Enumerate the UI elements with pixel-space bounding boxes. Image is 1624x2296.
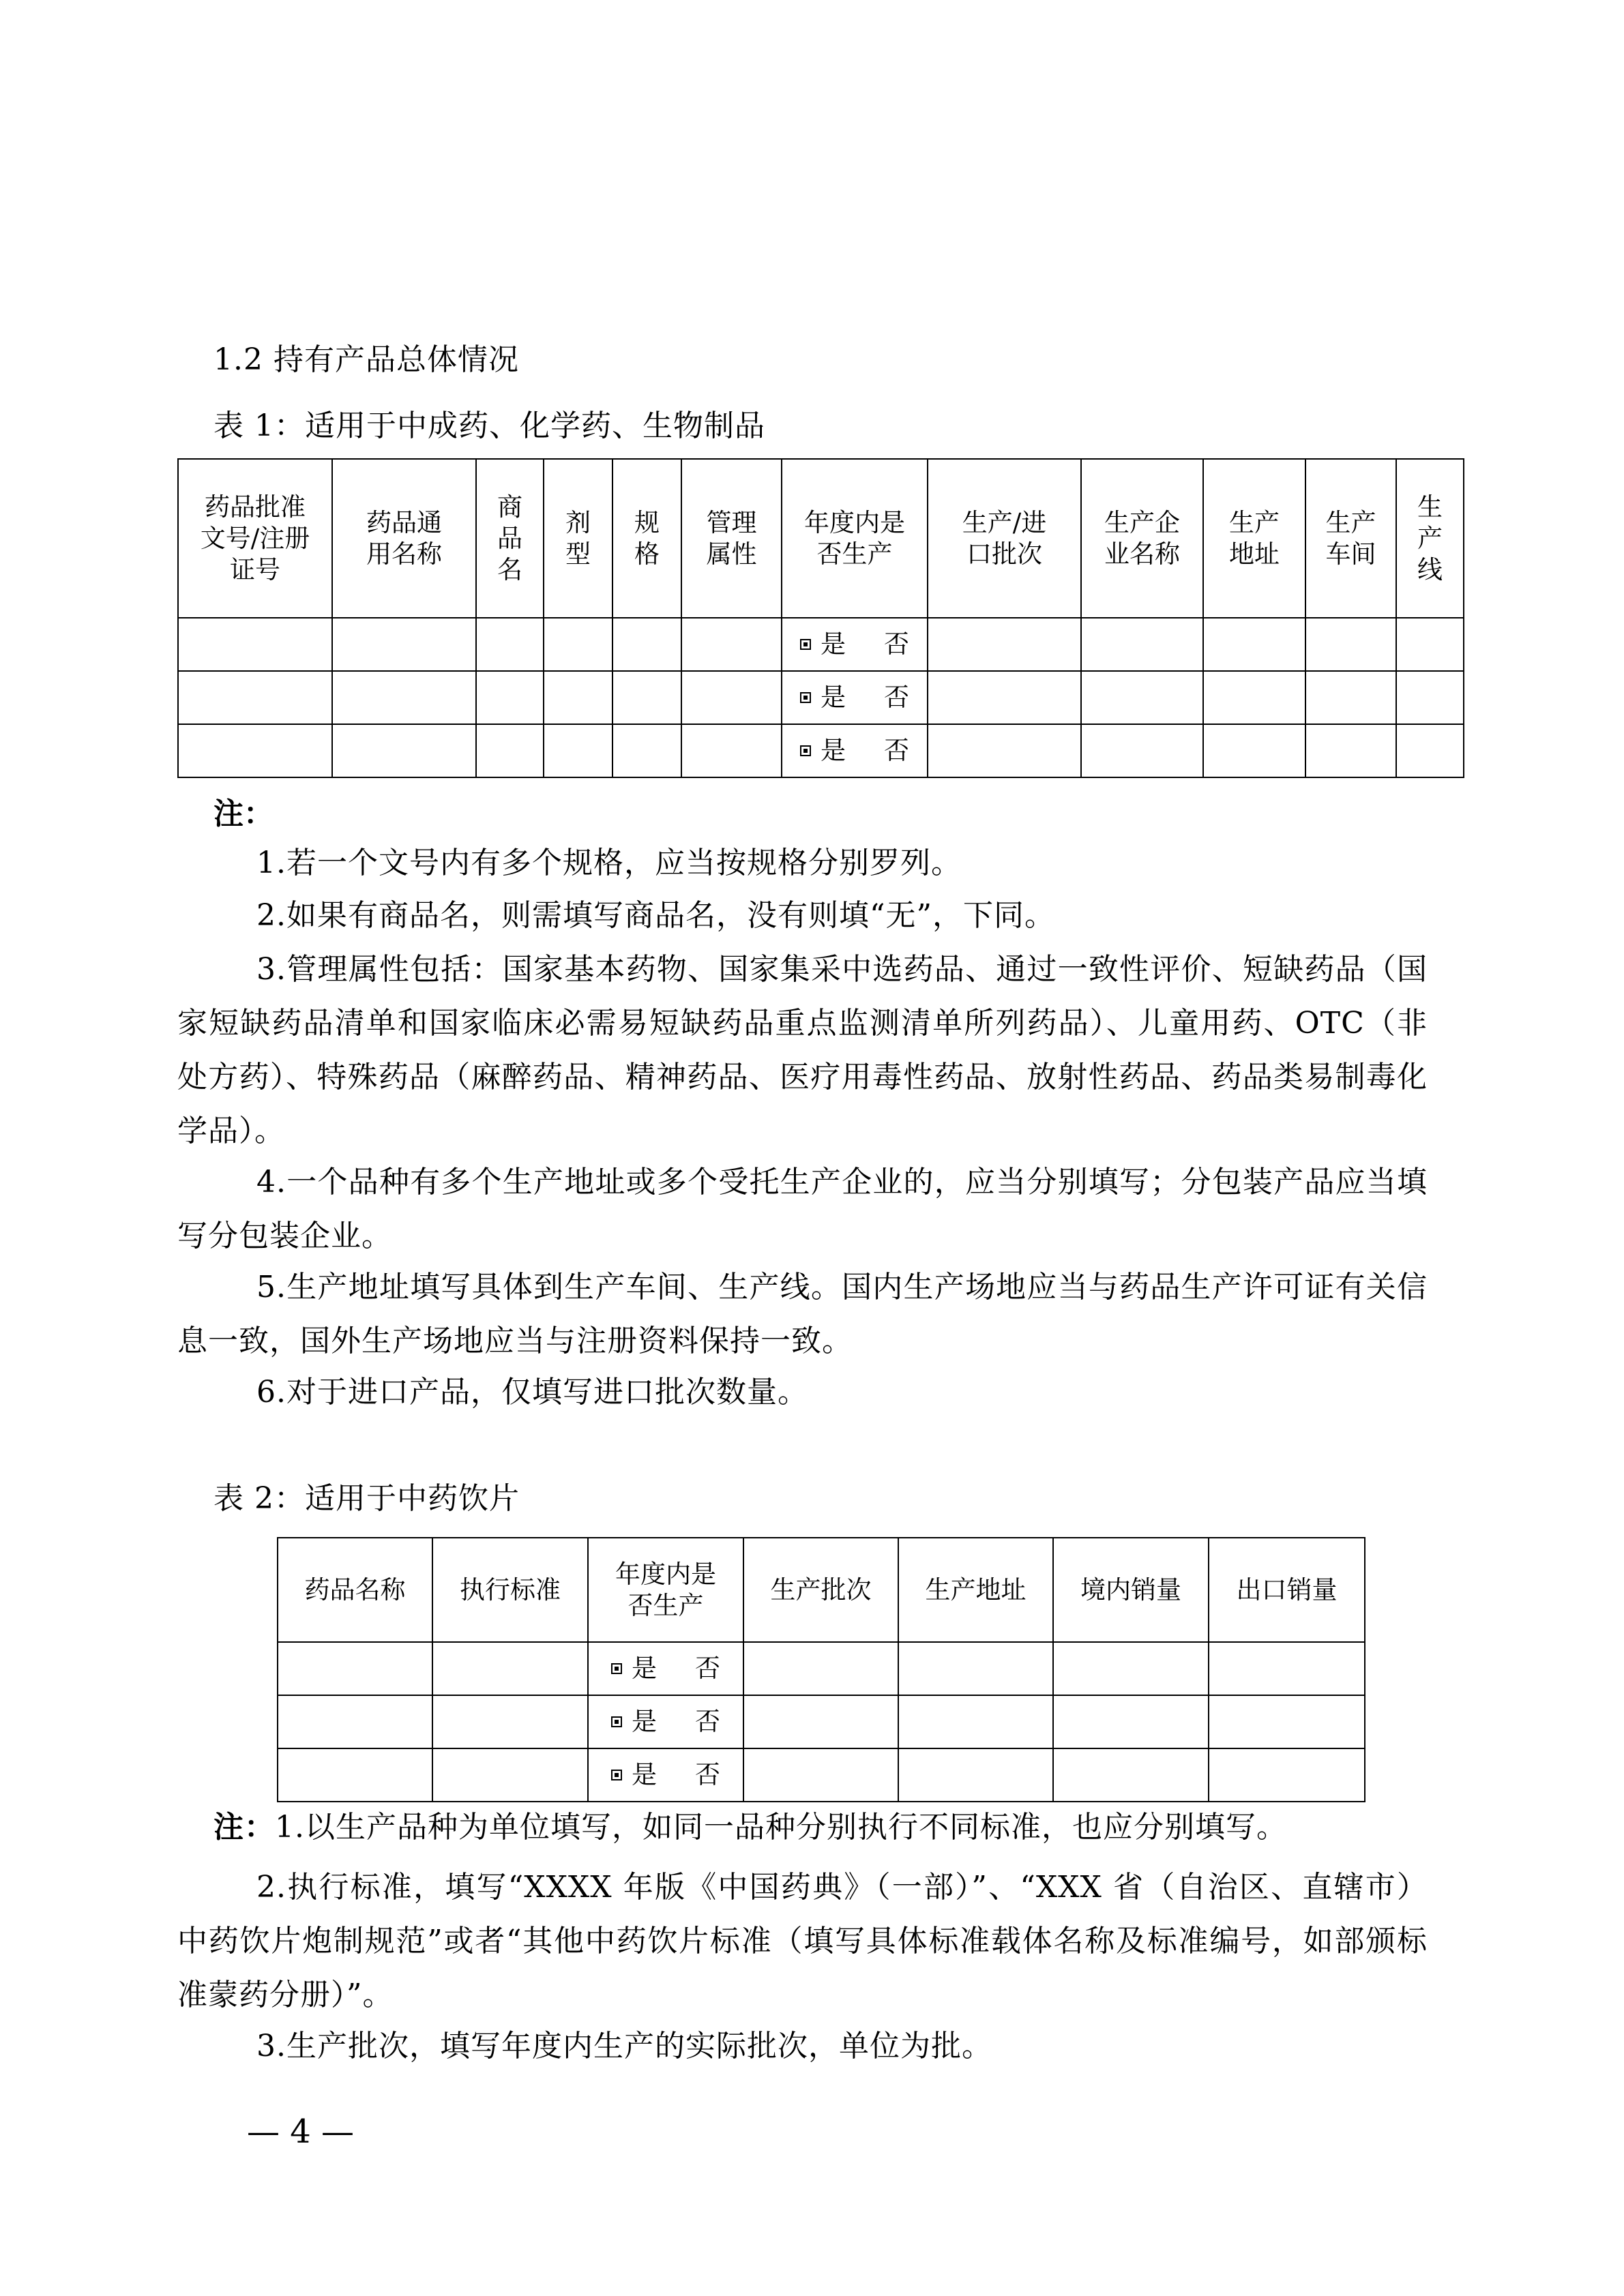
table-cell[interactable] xyxy=(612,618,681,671)
notes2-title: 注： xyxy=(213,1810,275,1845)
note-item: 6.对于进口产品，仅填写进口批次数量。 xyxy=(256,1375,808,1410)
table1-header: 生产/进 口批次 xyxy=(928,459,1081,618)
table2-header: 药品名称 xyxy=(278,1538,432,1642)
table-cell[interactable] xyxy=(178,724,332,777)
production-choice xyxy=(782,618,928,671)
option-yes[interactable]: 是 xyxy=(632,1760,657,1789)
option-no[interactable]: 否 xyxy=(695,1760,720,1789)
table-cell[interactable] xyxy=(1396,671,1464,724)
production-choice xyxy=(588,1695,743,1748)
table-cell[interactable] xyxy=(544,671,612,724)
option-yes[interactable]: 是 xyxy=(632,1654,657,1683)
table-cell[interactable] xyxy=(278,1642,432,1695)
notes1-title: 注： xyxy=(213,796,274,831)
table-cell[interactable] xyxy=(928,618,1081,671)
table-cell[interactable] xyxy=(1081,618,1203,671)
table-cell[interactable] xyxy=(1081,671,1203,724)
table-cell[interactable] xyxy=(743,1642,898,1695)
table-row xyxy=(278,1642,1365,1695)
table1-header-row xyxy=(178,459,1464,618)
table-cell[interactable] xyxy=(743,1695,898,1748)
table2-header-row xyxy=(278,1538,1365,1642)
table-cell[interactable] xyxy=(332,724,476,777)
option-no[interactable]: 否 xyxy=(884,736,909,765)
table-cell[interactable] xyxy=(432,1748,588,1802)
option-yes[interactable]: 是 xyxy=(821,736,846,765)
table-cell[interactable] xyxy=(681,724,782,777)
production-choice xyxy=(782,671,928,724)
note-item: 1.以生产品种为单位填写，如同一品种分别执行不同标准，也应分别填写。 xyxy=(275,1810,1287,1845)
table-cell[interactable] xyxy=(898,1642,1053,1695)
note-item: 5.生产地址填写具体到生产车间、生产线。国内生产场地应当与药品生产许可证有关信息一致，国外生产场地应当与注册资料保持一致。 xyxy=(177,1270,1428,1358)
table-cell[interactable] xyxy=(1053,1642,1209,1695)
table1 xyxy=(177,458,1464,778)
checkbox-icon[interactable] xyxy=(800,639,811,650)
table-cell[interactable] xyxy=(476,618,544,671)
note-item: 2.如果有商品名，则需填写商品名，没有则填“无”，下同。 xyxy=(256,898,1055,933)
table-cell[interactable] xyxy=(1209,1748,1365,1802)
table1-header: 管理 属性 xyxy=(681,459,782,618)
table2-header: 生产批次 xyxy=(743,1538,898,1642)
table-cell[interactable] xyxy=(1209,1642,1365,1695)
production-choice xyxy=(782,724,928,777)
table-cell[interactable] xyxy=(898,1748,1053,1802)
table-row xyxy=(278,1695,1365,1748)
table-cell[interactable] xyxy=(332,618,476,671)
table1-header: 生产企 业名称 xyxy=(1081,459,1203,618)
page-number: — 4 — xyxy=(247,2113,355,2151)
table1-header: 药品通 用名称 xyxy=(332,459,476,618)
table-cell[interactable] xyxy=(928,671,1081,724)
note-item: 3.管理属性包括：国家基本药物、国家集采中选药品、通过一致性评价、短缺药品（国家短缺药品清单和国家临床必需易短缺药品重点监测清单所列药品）、儿童用药、OTC（非处方药）、特殊药品（麻醉药品、精神药品、医疗用毒性药品、放射性药品、药品类易制毒化学品）。 xyxy=(177,952,1428,1148)
table-cell[interactable] xyxy=(1053,1695,1209,1748)
table-row xyxy=(178,724,1464,777)
table-cell[interactable] xyxy=(612,724,681,777)
table-cell[interactable] xyxy=(1305,671,1396,724)
table2-header: 出口销量 xyxy=(1209,1538,1365,1642)
table-cell[interactable] xyxy=(681,671,782,724)
table2-caption: 表 2：适用于中药饮片 xyxy=(213,1481,520,1516)
table-row xyxy=(178,671,1464,724)
production-choice xyxy=(588,1642,743,1695)
table-cell[interactable] xyxy=(178,618,332,671)
table-cell[interactable] xyxy=(1305,618,1396,671)
option-yes[interactable]: 是 xyxy=(821,683,846,712)
checkbox-icon[interactable] xyxy=(611,1663,622,1674)
table-cell[interactable] xyxy=(476,724,544,777)
table-cell[interactable] xyxy=(1203,724,1305,777)
note-item: 2.执行标准，填写“XXXX 年版《中国药典》（一部）”、“XXX 省（自治区、直辖市）中药饮片炮制规范”或者“其他中药饮片标准（填写具体标准载体名称及标准编号，如部颁标准蒙药分册）”。 xyxy=(177,1870,1428,2012)
table1-header: 商 品 名 xyxy=(476,459,544,618)
section-heading: 1.2 持有产品总体情况 xyxy=(213,342,519,377)
table1-header: 生产 车间 xyxy=(1305,459,1396,618)
table1-caption: 表 1：适用于中成药、化学药、生物制品 xyxy=(213,408,765,443)
table-cell[interactable] xyxy=(432,1642,588,1695)
table-cell[interactable] xyxy=(1203,671,1305,724)
notes2-first-line xyxy=(213,1808,1287,1847)
table1-header: 生产 地址 xyxy=(1203,459,1305,618)
note-item: 3.生产批次，填写年度内生产的实际批次，单位为批。 xyxy=(256,2029,992,2063)
option-no[interactable]: 否 xyxy=(695,1707,720,1736)
table2-header: 年度内是 否生产 xyxy=(588,1538,743,1642)
table-cell[interactable] xyxy=(178,671,332,724)
table-cell[interactable] xyxy=(432,1695,588,1748)
option-yes[interactable]: 是 xyxy=(632,1707,657,1736)
table-row xyxy=(178,618,1464,671)
table2-header: 执行标准 xyxy=(432,1538,588,1642)
table-cell[interactable] xyxy=(1081,724,1203,777)
table-cell[interactable] xyxy=(681,618,782,671)
table-cell[interactable] xyxy=(612,671,681,724)
table-cell[interactable] xyxy=(1053,1748,1209,1802)
table2-header: 境内销量 xyxy=(1053,1538,1209,1642)
note-item: 4.一个品种有多个生产地址或多个受托生产企业的，应当分别填写；分包装产品应当填写分包装企业。 xyxy=(177,1165,1428,1253)
table1-header: 药品批准 文号/注册 证号 xyxy=(178,459,332,618)
option-no[interactable]: 否 xyxy=(884,683,909,712)
table-cell[interactable] xyxy=(743,1748,898,1802)
checkbox-icon[interactable] xyxy=(800,692,811,703)
table1-header: 剂 型 xyxy=(544,459,612,618)
note-item: 1.若一个文号内有多个规格，应当按规格分别罗列。 xyxy=(256,846,962,880)
table-cell[interactable] xyxy=(278,1695,432,1748)
table-cell[interactable] xyxy=(1396,724,1464,777)
table1-header: 生 产 线 xyxy=(1396,459,1464,618)
table-cell[interactable] xyxy=(544,618,612,671)
production-choice xyxy=(588,1748,743,1802)
table-cell[interactable] xyxy=(1203,618,1305,671)
table-cell[interactable] xyxy=(928,724,1081,777)
table-cell[interactable] xyxy=(898,1695,1053,1748)
option-no[interactable]: 否 xyxy=(884,629,909,659)
checkbox-icon[interactable] xyxy=(611,1716,622,1727)
option-yes[interactable]: 是 xyxy=(821,629,846,659)
table2-header: 生产地址 xyxy=(898,1538,1053,1642)
table-row xyxy=(278,1748,1365,1802)
table-cell[interactable] xyxy=(476,671,544,724)
table-cell[interactable] xyxy=(278,1748,432,1802)
table1-header: 年度内是 否生产 xyxy=(782,459,928,618)
table-cell[interactable] xyxy=(1396,618,1464,671)
checkbox-icon[interactable] xyxy=(611,1770,622,1780)
option-no[interactable]: 否 xyxy=(695,1654,720,1683)
table-cell[interactable] xyxy=(1209,1695,1365,1748)
table-cell[interactable] xyxy=(544,724,612,777)
table2 xyxy=(277,1537,1365,1802)
checkbox-icon[interactable] xyxy=(800,745,811,756)
table1-header: 规 格 xyxy=(612,459,681,618)
table-cell[interactable] xyxy=(1305,724,1396,777)
table-cell[interactable] xyxy=(332,671,476,724)
